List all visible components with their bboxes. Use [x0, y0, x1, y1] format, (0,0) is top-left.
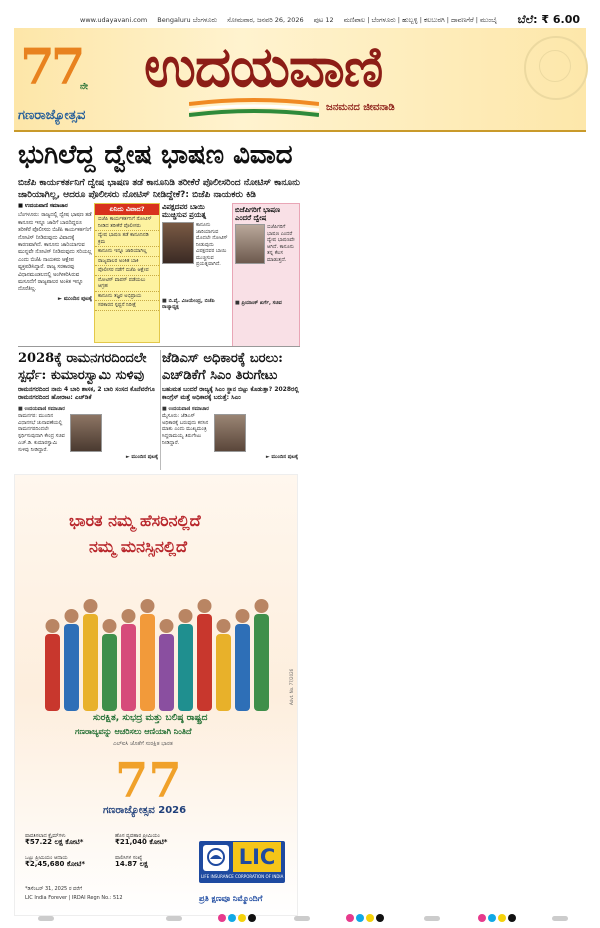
explainer-item: ರಾಜ್ಯಪಾಲರ ಅಂಕಿತ ಬಾಕಿ — [95, 257, 159, 267]
lead-subhead: ಬಿಜೆಪಿ ಕಾರ್ಯಕರ್ತನಿಗೆ ದ್ವೇಷ ಭಾಷಣ ತಡೆ ಕಾನೂನಿಡಿ ತರೀಕೆರೆ ಪೊಲೀಸರಿಂದ ನೋಟಿಸ್ ಕಾನೂನು ಜಾರಿಯಾಗಿಲ್ಲ, ಆದರೂ ಪೊಲೀಸರು ನೋಟಿಸ್ ನೀಡಿದ್ದೇಕೆ?: ಬಿಜೆಪಿ ನಾಯಕರು ಕಿಡಿ — [18, 178, 300, 200]
magenta-dot — [478, 914, 486, 922]
print-registration-bar — [0, 914, 600, 924]
ad-vertical-text: Advt. No. 77/2026 — [289, 668, 294, 705]
explainer-item: ಸರಕಾರದ ಸ್ಪಷ್ಟನೆ ನಿರೀಕ್ಷೆ — [95, 301, 159, 311]
person-head — [160, 619, 174, 633]
story3-headline[interactable]: ಜೆಡಿಎಸ್ ಅಧಿಕಾರಕ್ಕೆ ಬರಲು: ಎಚ್‌ಡಿಕೆಗೆ ಸಿಎಂ ತಿರುಗೇಟು — [162, 351, 283, 383]
lic-logo-block[interactable] — [199, 841, 285, 883]
lead-headline[interactable]: ಭುಗಿಲೆದ್ದ ದ್ವೇಷ ಭಾಷಣ ವಿವಾದ — [18, 140, 293, 170]
masthead — [14, 28, 586, 130]
stat-item — [115, 833, 201, 845]
masthead-77-number: 77 — [20, 37, 82, 96]
quote-text: ಬಿಜೆಪಿಗರಿಗೆ ಭಾಷಣ ಎಂದರೆ ದ್ವೇಷ ಭಾಷಣವೇ ಆಗಿದೆ. ಕಾನೂನು ತನ್ನ ಕೆಲಸ ಮಾಡುತ್ತದೆ. — [267, 224, 295, 263]
lic-emblem-icon — [203, 845, 229, 871]
quote-box-opposition — [162, 203, 230, 345]
site-url[interactable]: www.udayavani.com — [80, 16, 148, 24]
ad-footnote — [25, 886, 123, 901]
ad-follow-line: LIC India Forever | IRDAI Regn No.: 512 — [25, 895, 123, 901]
masthead-festival: ಗಣರಾಜ್ಯೋತ್ಸವ — [18, 108, 86, 123]
stat-item — [25, 855, 111, 867]
lead-body-text: ಬೆಂಗಳೂರು: ರಾಜ್ಯದಲ್ಲಿ ದ್ವೇಷ ಭಾಷಣ ತಡೆ ಕಾನೂನು ಇನ್ನೂ ಜಾರಿಗೆ ಬಾರದಿದ್ದರೂ ತರೀಕೆರೆ ಪೊಲೀಸರು ಬಿಜೆಪಿ ಕಾರ್ಯಕರ್ತನಿಗೆ ನೋಟಿಸ್ ನೀಡಿರುವುದು ವಿವಾದಕ್ಕೆ ಕಾರಣವಾಗಿದೆ. ಕಾನೂನು ಜಾರಿಯಾಗುವ ಮುನ್ನವೇ ನೋಟಿಸ್ ನೀಡಿರುವುದು ಸರಿಯಲ್ಲ ಎಂದು ಬಿಜೆಪಿ ನಾಯಕರು ಆಕ್ಷೇಪ ವ್ಯಕ್ತಪಡಿಸಿದ್ದಾರೆ. ರಾಜ್ಯ ಸರಕಾರವು ವಿಧಾನಮಂಡಲದಲ್ಲಿ ಅಂಗೀಕರಿಸಿರುವ ಮಸೂದೆಗೆ ರಾಜ್ಯಪಾಲರ ಅಂಕಿತ ಇನ್ನೂ ದೊರೆತಿಲ್ಲ. — [18, 212, 92, 293]
tricolor-swoosh — [189, 98, 319, 118]
yellow-dot — [498, 914, 506, 922]
story2-continued-link[interactable]: ► ಮುಂದಿನ ಪುಟಕ್ಕೆ — [125, 454, 158, 460]
stat-value: 14.87 ಲಕ್ಷ — [115, 860, 148, 868]
stat-item — [25, 833, 111, 845]
black-dot — [508, 914, 516, 922]
page-count: ಪುಟ 12 — [313, 16, 334, 24]
cyan-dot — [228, 914, 236, 922]
black-dot — [376, 914, 384, 922]
section-divider — [18, 346, 300, 347]
person-figure — [102, 634, 117, 711]
newspaper-logo[interactable]: ಉದಯವಾಣಿ — [144, 34, 383, 100]
stat-value: ₹2,45,680 ಕೋಟಿ* — [25, 860, 85, 868]
story2-byline: ■ ಉದಯವಾಣಿ ಸಮಾಚಾರ — [18, 406, 65, 412]
yellow-dot — [366, 914, 374, 922]
explainer-item: ಕಾನೂನು ಇನ್ನೂ ಜಾರಿಯಾಗಿಲ್ಲ — [95, 247, 159, 257]
person-figure — [178, 624, 193, 711]
lic-wordmark: LIC — [233, 842, 281, 872]
story2-headline[interactable]: 2028ಕ್ಕೆ ರಾಮನಗರದಿಂದಲೇ ಸ್ಪರ್ಧೆ: ಕುಮಾರಸ್ವಾಮಿ ಸುಳಿವು — [18, 351, 147, 383]
person-figure — [235, 624, 250, 711]
explainer-item: ನೋಟಿಸ್ ವಾಪಸ್ ಪಡೆಯಲು ಆಗ್ರಹ — [95, 276, 159, 292]
saluting-people-illustration — [35, 569, 275, 711]
ad-headline-1: ಭಾರತ ನಮ್ಮ ಹೆಸರಿನಲ್ಲಿದೆ — [69, 511, 201, 530]
person-head — [141, 599, 155, 613]
stat-value: ₹21,040 ಕೋಟಿ* — [115, 838, 168, 846]
person-head — [236, 609, 250, 623]
masthead-tagline: ಜನಮನದ ಜೀವನಾಡಿ — [326, 102, 395, 113]
ad-festival-label: ಗಣರಾಜ್ಯೋತ್ಸವ 2026 — [103, 805, 187, 816]
story2-body: ರಾಮನಗರ: ಮುಂದಿನ ವಿಧಾನಸಭೆ ಚುನಾವಣೆಯಲ್ಲಿ ರಾಮನಗರದಿಂದಲೇ ಸ್ಪರ್ಧಿಸುವುದಾಗಿ ಕೇಂದ್ರ ಸಚಿವ ಎಚ್.ಡಿ. ಕುಮಾರಸ್ವಾಮಿ ಸುಳಿವು ನೀಡಿದ್ದಾರೆ. — [18, 412, 65, 453]
quote-attribution: ■ ಬಿ.ವೈ. ವಿಜಯೇಂದ್ರ, ಬಿಜೆಪಿ ರಾಜ್ಯಾಧ್ಯಕ್ಷ — [162, 297, 215, 310]
ad-tagline-2: ಗಣರಾಜ್ಯವನ್ನು ಆಚರಿಸಲು ಆಣಿಯಾಗಿ ನಿಂತಿದೆ — [75, 727, 192, 736]
price-label: ಬೆಲೆ: ₹ 6.00 — [517, 13, 580, 26]
story3-body-cont — [248, 406, 298, 461]
person-head — [84, 599, 98, 613]
grey-swatch — [552, 916, 568, 921]
lic-advertisement[interactable] — [14, 474, 298, 916]
story3-body-column — [162, 406, 212, 447]
stat-label: ಪಾಲಿಸಿಗಳ ಸಂಖ್ಯೆ — [115, 855, 143, 861]
ashoka-chakra-inner — [539, 50, 571, 82]
explainer-title: ಏನಿದು ವಿವಾದ? — [95, 204, 159, 215]
lead-body-column — [18, 203, 92, 303]
person-figure — [254, 614, 269, 711]
person-figure — [64, 624, 79, 711]
black-dot — [248, 914, 256, 922]
story2-body-cont — [104, 406, 158, 461]
top-info-bar — [80, 13, 600, 28]
stat-item — [115, 855, 201, 867]
masthead-suffix: ನೇ — [80, 82, 88, 92]
lic-fullname: LIFE INSURANCE CORPORATION OF INDIA — [201, 874, 284, 879]
person-head — [65, 609, 79, 623]
minister-photo — [235, 224, 265, 264]
person-figure — [140, 614, 155, 711]
ad-footnote-text: *ಡಿಸೆಂಬರ್ 31, 2025 ರ ವರೆಗೆ — [25, 886, 83, 892]
column-divider — [160, 350, 161, 470]
person-head — [122, 609, 136, 623]
yellow-dot — [238, 914, 246, 922]
story3-body: ಮೈಸೂರು: ಜೆಡಿಎಸ್ ಅಧಿಕಾರಕ್ಕೆ ಬರುವುದು ಕನಸಿನ ಮಾತು ಎಂದು ಮುಖ್ಯಮಂತ್ರಿ ಸಿದ್ದರಾಮಯ್ಯ ತಿರುಗೇಟು ನೀಡಿದ್ದಾರೆ. — [162, 412, 209, 446]
person-figure — [159, 634, 174, 711]
ad-77-emblem: 77 — [115, 753, 182, 809]
masthead-rule — [14, 130, 586, 132]
city-label: Bengaluru ಬೆಂಗಳೂರು — [157, 16, 218, 24]
explainer-item: ಬಿಜೆಪಿ ಕಾರ್ಯಕರ್ತನಿಗೆ ನೋಟಿಸ್ ನೀಡಿದ ತರೀಕೆರೆ ಪೊಲೀಸರು — [95, 215, 159, 231]
magenta-dot — [346, 914, 354, 922]
explainer-item: ದ್ವೇಷ ಭಾಷಣ ತಡೆ ಕಾನೂನಿನಡಿ ಕ್ರಮ — [95, 231, 159, 247]
grey-swatch — [38, 916, 54, 921]
grey-swatch — [424, 916, 440, 921]
lead-continued-link[interactable]: ► ಮುಂದಿನ ಪುಟಕ್ಕೆ — [57, 295, 92, 302]
ad-headline-2: ನಮ್ಮ ಮನಸ್ಸಿನಲ್ಲಿದೆ — [89, 537, 187, 556]
politician-photo — [162, 222, 194, 264]
ad-tagline-1: ಸುರಕ್ಷಿತ, ಸುಭದ್ರ ಮತ್ತು ಬಲಿಷ್ಠ ರಾಷ್ಟ್ರದ — [93, 713, 208, 723]
explainer-box — [94, 203, 160, 343]
quote-box-title: ಬಿಜೆಪಿಗರಿಗೆ ಭಾಷಣ ಎಂದರೆ ದ್ವೇಷ — [235, 206, 281, 222]
person-head — [217, 619, 231, 633]
person-head — [255, 599, 269, 613]
person-figure — [83, 614, 98, 711]
stat-label: ಒಟ್ಟು ಪ್ರೀಮಿಯಂ ಆದಾಯ — [25, 855, 68, 861]
person-figure — [45, 634, 60, 711]
story3-continued-link[interactable]: ► ಮುಂದಿನ ಪುಟಕ್ಕೆ — [265, 454, 298, 460]
person-figure — [216, 634, 231, 711]
cyan-dot — [356, 914, 364, 922]
siddaramaiah-photo — [214, 414, 246, 452]
stat-label: ಪಾವತಿಸಲಾದ ಕ್ಲೈಮ್‌ಗಳು — [25, 833, 66, 839]
grey-swatch — [166, 916, 182, 921]
explainer-item: ಕಾನೂನು ತಜ್ಞರ ಅಭಿಪ್ರಾಯ — [95, 292, 159, 302]
explainer-item: ಪೊಲೀಸರ ನಡೆಗೆ ಬಿಜೆಪಿ ಆಕ್ಷೇಪ — [95, 266, 159, 276]
lead-byline: ■ ಉದಯವಾಣಿ ಸಮಾಚಾರ — [18, 203, 68, 209]
quote-box-minister — [232, 203, 300, 347]
cyan-dot — [488, 914, 496, 922]
magenta-dot — [218, 914, 226, 922]
stat-value: ₹57.22 ಲಕ್ಷ ಕೋಟಿ* — [25, 838, 84, 846]
person-head — [179, 609, 193, 623]
person-head — [46, 619, 60, 633]
ad-arc-text: ಎಲ್ಐಸಿ ಜೊತೆಗೆ ಸುರಕ್ಷಿತ ಭಾರತ — [113, 741, 173, 747]
kumaraswamy-photo — [70, 414, 102, 452]
quote-box-title: ವಿಪಕ್ಷದವರ ಬಾಯಿ ಮುಚ್ಚಿಸುವ ಪ್ರಯತ್ನ — [162, 203, 207, 219]
person-head — [103, 619, 117, 633]
editions-list: ಮಣಿಪಾಲ | ಬೆಂಗಳೂರು | ಹುಬ್ಬಳ್ಳಿ | ಕಲಬುರಗಿ | ದಾವಣಗೆರೆ | ಮುಂಬೈ — [343, 16, 497, 24]
story2-subhead: ರಾಮನಗರದಿಂದ ನಾನು 4 ಬಾರಿ ಶಾಸಕ, 2 ಬಾರಿ ಸಂಸದ ಕೊನೆವರೆಗೂ ರಾಮನಗರದಿಂದ ಹೋರಾಟ: ಎಚ್‌ಡಿಕೆ — [18, 386, 155, 401]
lic-slogan: ಪ್ರತಿ ಕ್ಷಣವೂ ನಿಮ್ಮೊಂದಿಗೆ — [199, 894, 263, 903]
story3-subhead: ಬಹುಮತ ಬಂದರೆ ರಾಜ್ಯಕ್ಕೆ ಸಿಎಂ ಸ್ಥಾನ ಬಿಟ್ಟು ಕೊಡುತ್ತಾ? 2028ರಲ್ಲಿ ಕಾಂಗ್ರೆಸ್ ಮತ್ತೆ ಅಧಿಕಾರಕ್ಕೆ ಬರುತ್ತೆ: ಸಿಎಂ — [162, 386, 299, 401]
person-figure — [197, 614, 212, 711]
story2-body-column — [18, 406, 68, 454]
stat-label: ಹೊಸ ವ್ಯವಹಾರ ಪ್ರೀಮಿಯಂ — [115, 833, 160, 839]
quote-attribution: ■ ಪ್ರಿಯಾಂಕ್ ಖರ್ಗೆ, ಸಚಿವ — [235, 300, 282, 306]
person-head — [198, 599, 212, 613]
date-label: ಸೋಮವಾರ, ಜನವರಿ 26, 2026 — [227, 16, 304, 24]
story3-byline: ■ ಉದಯವಾಣಿ ಸಮಾಚಾರ — [162, 406, 209, 412]
person-figure — [121, 624, 136, 711]
quote-text: ಕಾನೂನು ಜಾರಿಯಾಗುವ ಮೊದಲೇ ನೋಟಿಸ್ ನೀಡುವುದು ವಿಪಕ್ಷದವರ ಬಾಯಿ ಮುಚ್ಚಿಸುವ ಪ್ರಯತ್ನವಾಗಿದೆ. — [196, 222, 228, 267]
grey-swatch — [294, 916, 310, 921]
